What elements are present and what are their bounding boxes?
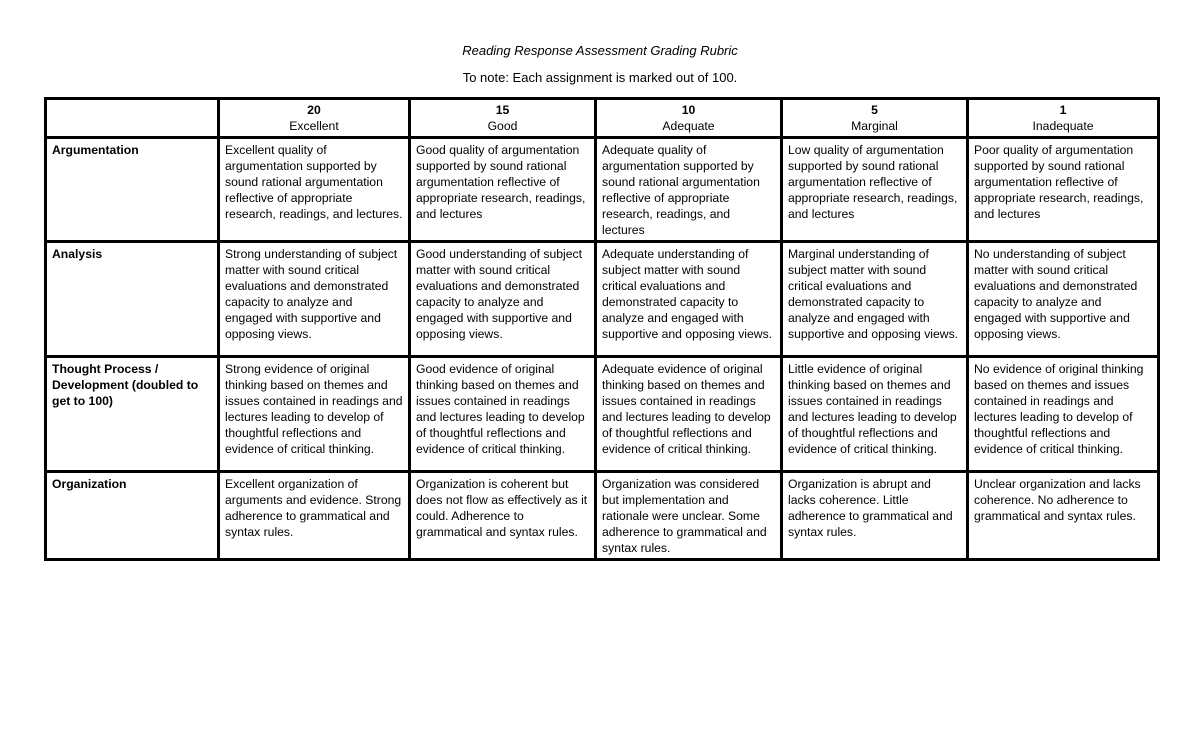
score-label: 20 bbox=[307, 103, 321, 117]
descriptor-cell: Adequate quality of argumentation supported by sound rational argumentation reflective of appropriate research, readings, and lectures bbox=[596, 138, 782, 242]
descriptor-cell: No evidence of original thinking based on themes and issues contained in readings and lectures leading to develop of thoughtful reflections and evidence of critical thinking. bbox=[968, 357, 1159, 472]
grading-rubric-table bbox=[44, 97, 1160, 561]
score-label: 5 bbox=[871, 103, 878, 117]
descriptor-cell: Good quality of argumentation supported by sound rational argumentation reflective of appropriate research, readings, and lectures bbox=[410, 138, 596, 242]
header-cell-marginal bbox=[782, 99, 968, 138]
descriptor-cell: Unclear organization and lacks coherence. No adherence to grammatical and syntax rules. bbox=[968, 472, 1159, 560]
criterion-cell: Analysis bbox=[46, 242, 219, 357]
descriptor-cell: Excellent organization of arguments and evidence. Strong adherence to grammatical and syntax rules. bbox=[219, 472, 410, 560]
table-row-organization bbox=[46, 472, 1159, 560]
descriptor-cell: Good evidence of original thinking based on themes and issues contained in readings and lectures leading to develop of thoughtful reflections and evidence of critical thinking. bbox=[410, 357, 596, 472]
score-label: 15 bbox=[495, 103, 510, 117]
level-label: Excellent bbox=[289, 119, 339, 133]
descriptor-cell: Marginal understanding of subject matter with sound critical evaluations and demonstrated capacity to analyze and engaged with supportive and opposing views. bbox=[782, 242, 968, 357]
document-title: Reading Response Assessment Grading Rubric bbox=[462, 43, 738, 58]
descriptor-cell: Good understanding of subject matter with sound critical evaluations and demonstrated capacity to analyze and engaged with supportive and opposing views. bbox=[410, 242, 596, 357]
descriptor-cell: Low quality of argumentation supported by sound rational argumentation reflective of appropriate research, readings, and lectures bbox=[782, 138, 968, 242]
document-note: To note: Each assignment is marked out of 100. bbox=[462, 70, 738, 85]
level-label: Adequate bbox=[662, 119, 715, 133]
header-cell-good bbox=[410, 99, 596, 138]
descriptor-cell: Organization was considered but implementation and rationale were unclear. Some adherence to grammatical and syntax rules. bbox=[596, 472, 782, 560]
descriptor-cell: Organization is abrupt and lacks coherence. Little adherence to grammatical and syntax rules. bbox=[782, 472, 968, 560]
level-label: Good bbox=[487, 119, 518, 133]
descriptor-cell: No understanding of subject matter with sound critical evaluations and demonstrated capacity to analyze and engaged with supportive and opposing views. bbox=[968, 242, 1159, 357]
score-label: 1 bbox=[1059, 103, 1067, 117]
descriptor-cell: Poor quality of argumentation supported by sound rational argumentation reflective of appropriate research, readings, and lectures bbox=[968, 138, 1159, 242]
score-label: 10 bbox=[681, 103, 696, 117]
descriptor-cell: Adequate understanding of subject matter with sound critical evaluations and demonstrated capacity to analyze and engaged with supportive and opposing views. bbox=[596, 242, 782, 357]
descriptor-cell: Organization is coherent but does not flow as effectively as it could. Adherence to grammatical and syntax rules. bbox=[410, 472, 596, 560]
header-cell-adequate bbox=[596, 99, 782, 138]
criterion-cell: Thought Process / Development (doubled to get to 100) bbox=[46, 357, 219, 472]
level-label: Inadequate bbox=[1032, 119, 1094, 133]
descriptor-cell: Strong evidence of original thinking based on themes and issues contained in readings and lectures leading to develop of thoughtful reflections and evidence of critical thinking. bbox=[219, 357, 410, 472]
header-corner-cell bbox=[46, 99, 219, 138]
table-row-analysis bbox=[46, 242, 1159, 357]
descriptor-cell: Excellent quality of argumentation supported by sound rational argumentation reflective of appropriate research, readings, and lectures. bbox=[219, 138, 410, 242]
descriptor-cell: Strong understanding of subject matter with sound critical evaluations and demonstrated capacity to analyze and engaged with supportive and opposing views. bbox=[219, 242, 410, 357]
criterion-cell: Argumentation bbox=[46, 138, 219, 242]
level-label: Marginal bbox=[851, 119, 898, 133]
descriptor-cell: Adequate evidence of original thinking based on themes and issues contained in readings and lectures leading to develop of thoughtful reflections and evidence of critical thinking. bbox=[596, 357, 782, 472]
header-cell-excellent bbox=[219, 99, 410, 138]
header-row bbox=[46, 99, 1159, 138]
table-row-argumentation bbox=[46, 138, 1159, 242]
table-row-thought-process bbox=[46, 357, 1159, 472]
header-cell-inadequate bbox=[968, 99, 1159, 138]
criterion-cell: Organization bbox=[46, 472, 219, 560]
descriptor-cell: Little evidence of original thinking based on themes and issues contained in readings and lectures leading to develop of thoughtful reflections and evidence of critical thinking. bbox=[782, 357, 968, 472]
